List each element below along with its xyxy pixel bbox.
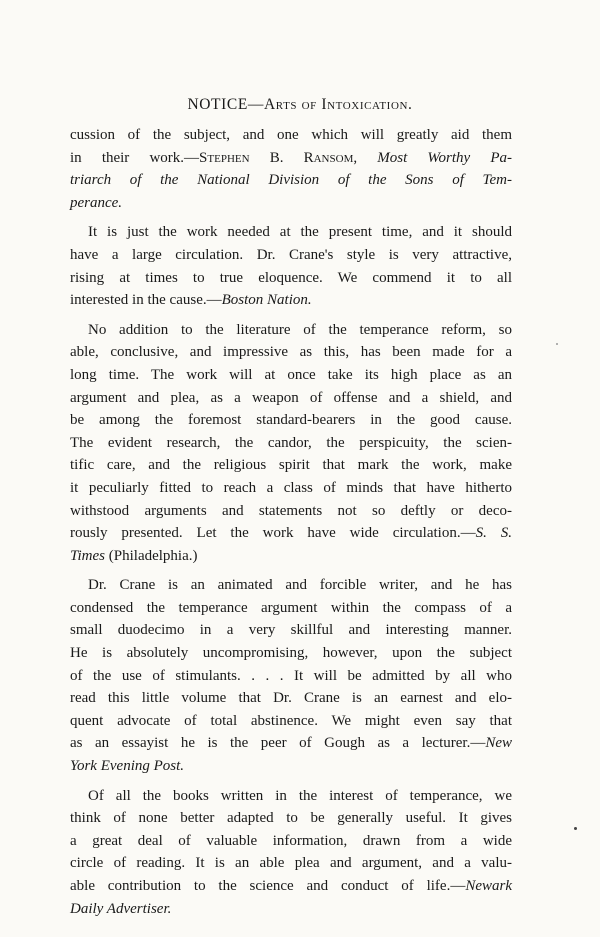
header-intoxication: Intoxication. bbox=[321, 96, 413, 113]
attribution-source: Times bbox=[70, 547, 106, 564]
text-line: able, conclusive, and impressive as this, has been made for a bbox=[70, 344, 512, 361]
text-line: think of none better adapted to be generally useful. It gives bbox=[70, 810, 512, 827]
paragraph-2 bbox=[70, 221, 512, 311]
attribution-source: New bbox=[485, 735, 512, 752]
attribution-source-line: Daily Advertiser. bbox=[70, 900, 172, 917]
text-line: of the use of stimulants. . . . It will be admitted by all who bbox=[70, 667, 512, 684]
attribution-title: Most Worthy Pa- bbox=[377, 149, 513, 166]
attribution-name: Stephen B. Ransom, bbox=[199, 149, 358, 166]
text-line bbox=[70, 545, 512, 568]
text-line: withstood arguments and statements not so deftly or deco- bbox=[70, 502, 512, 519]
text-line: tific care, and the religious spirit that mark the work, make bbox=[70, 457, 512, 474]
text-line: cussion of the subject, and one which will greatly aid them bbox=[70, 127, 512, 143]
paragraph-1 bbox=[70, 124, 512, 214]
paragraph-4 bbox=[70, 574, 512, 777]
text-run: able contribution to the science and conduct of life.— bbox=[70, 878, 466, 894]
attribution-title-line: triarch of the National Division of the Sons of Tem- bbox=[70, 172, 512, 189]
text-line: quent advocate of total abstinence. We might even say that bbox=[70, 712, 512, 729]
text-line: argument and plea, as a weapon of offense and a shield, and bbox=[70, 389, 512, 406]
text-line: The evident research, the candor, the perspicuity, the scien- bbox=[70, 434, 512, 451]
text-line: circle of reading. It is an able plea and argument, and a valu- bbox=[70, 855, 512, 872]
text-line: He is absolutely uncompromising, however, upon the subject bbox=[70, 645, 512, 662]
text-line: a great deal of valuable information, drawn from a wide bbox=[70, 832, 512, 849]
text-line: Of all the books written in the interest of temperance, we bbox=[88, 787, 512, 804]
paper-speck bbox=[556, 343, 558, 345]
text-line: long time. The work will at once take its high place as an bbox=[70, 366, 512, 383]
text-line: No addition to the literature of the temperance reform, so bbox=[88, 321, 512, 338]
text-line bbox=[70, 522, 512, 545]
text-line bbox=[70, 875, 512, 898]
attribution-place: (Philadelphia.) bbox=[105, 547, 198, 564]
text-run: interested in the cause.— bbox=[70, 292, 222, 309]
text-line bbox=[70, 147, 512, 170]
text-line bbox=[70, 289, 512, 312]
text-run: in their work.— bbox=[70, 149, 200, 166]
text-line: it peculiarly fitted to reach a class of minds that have hitherto bbox=[70, 479, 512, 496]
paragraph-3 bbox=[70, 319, 512, 568]
text-run: as an essayist he is the peer of Gough as a lecturer.— bbox=[70, 735, 486, 752]
text-line: Dr. Crane is an animated and forcible writer, and he has bbox=[88, 577, 512, 594]
running-header bbox=[0, 96, 600, 114]
paragraph-5 bbox=[70, 785, 512, 921]
page-body bbox=[70, 124, 512, 927]
header-prefix: NOTICE— bbox=[187, 96, 264, 113]
text-line: condensed the temperance argument within the compass of a bbox=[70, 599, 512, 616]
text-line: small duodecimo in a very skillful and interesting manner. bbox=[70, 622, 512, 639]
text-line: be among the foremost standard-bearers in the good cause. bbox=[70, 412, 512, 429]
attribution-source: Boston Nation. bbox=[221, 292, 312, 309]
text-run: rously presented. Let the work have wide circulation.— bbox=[70, 525, 476, 542]
text-line: read this little volume that Dr. Crane is an earnest and elo- bbox=[70, 690, 512, 707]
text-line: rising at times to true eloquence. We commend it to all bbox=[70, 269, 512, 286]
attribution-title-line: perance. bbox=[70, 194, 123, 211]
text-line: It is just the work needed at the present time, and it should bbox=[88, 224, 512, 241]
attribution-source: S. S. bbox=[475, 525, 513, 542]
text-line bbox=[70, 732, 512, 755]
text-line: have a large circulation. Dr. Crane's style is very attractive, bbox=[70, 246, 512, 263]
header-arts-of: Arts of bbox=[264, 96, 317, 113]
paper-speck bbox=[574, 827, 577, 830]
attribution-source: Newark bbox=[465, 878, 512, 894]
attribution-source-line: York Evening Post. bbox=[70, 758, 185, 775]
